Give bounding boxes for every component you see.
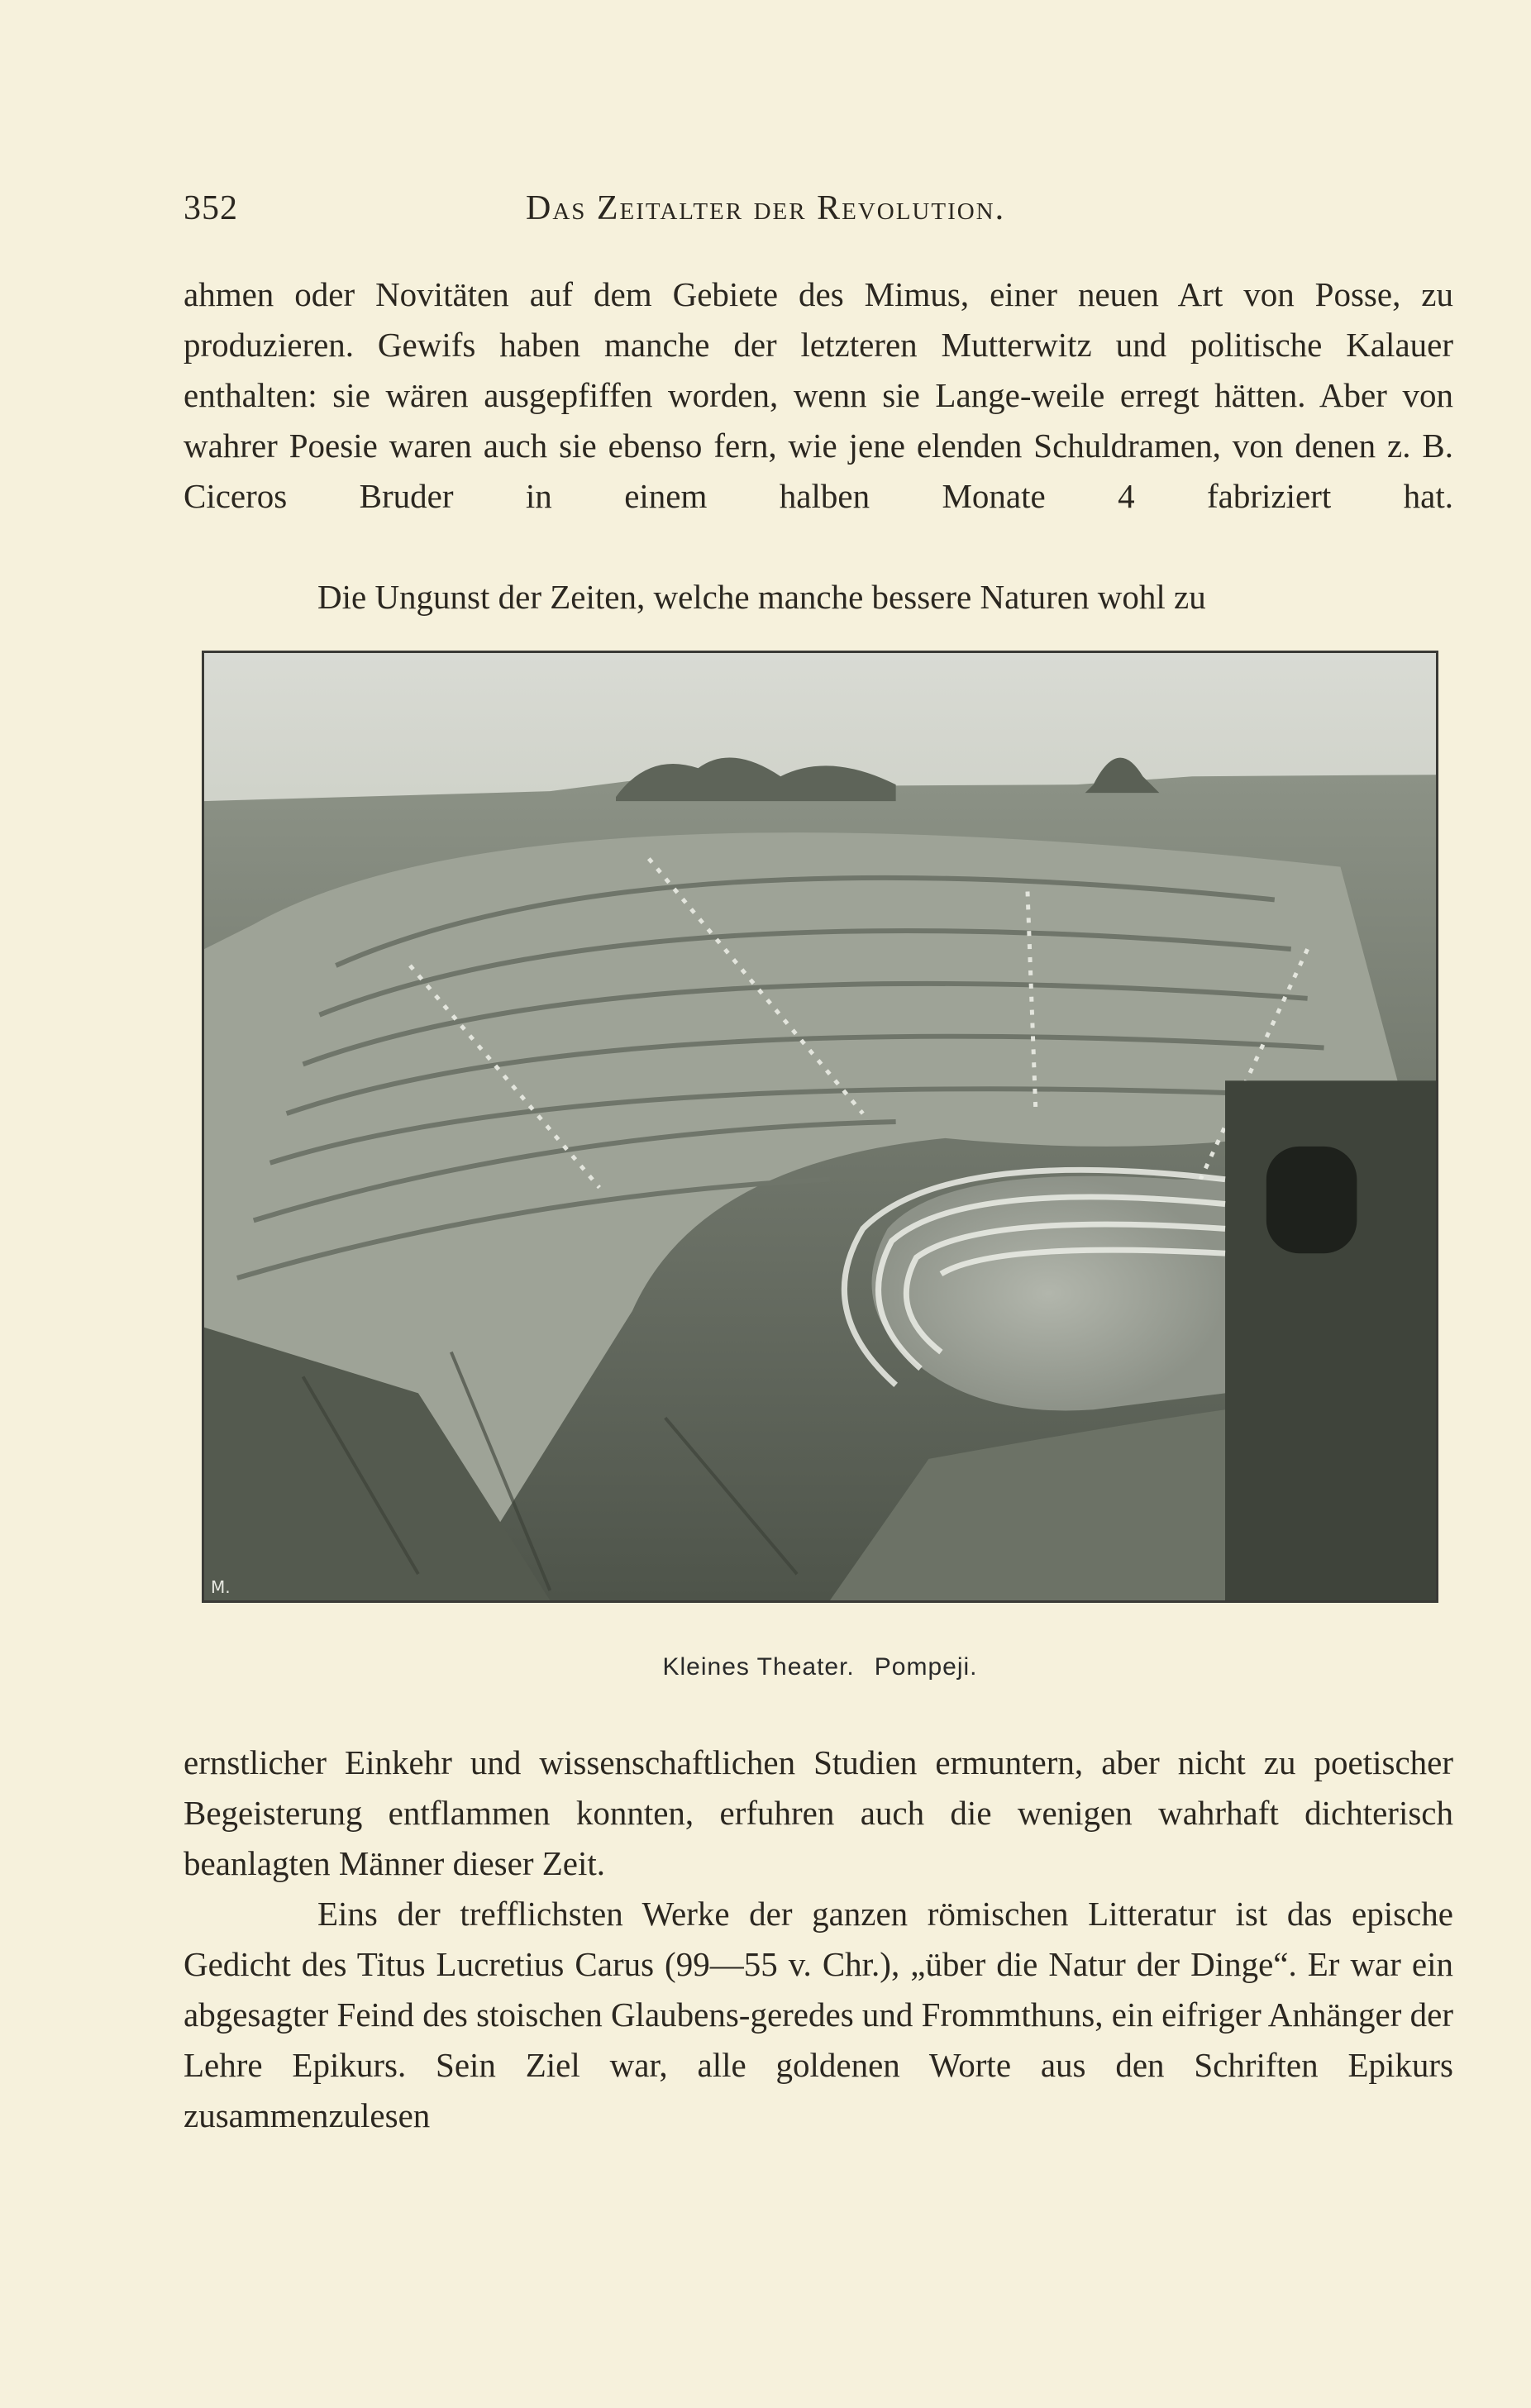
figure-caption: [202, 1653, 1438, 1681]
running-title: Das Zeitalter der Revolution.: [526, 189, 1006, 227]
plate-mark: M.: [211, 1577, 231, 1597]
paragraph-continued: ahmen oder Novitäten auf dem Gebiete des Mimus, einer neuen Art von Posse, zu produzieren. Gewifs haben manche der letzteren Mutterwitz und politische Kalauer enthalten: sie wären ausgepfiffen worden, wenn sie Lange-weile erregt hätten. Aber von wahrer Poesie waren auch sie ebenso fern, wie jene elenden Schuldramen, von denen z. B. Ciceros Bruder in einem halben Monate 4 fabriziert hat.: [184, 275, 1453, 515]
paragraph-lucretius: Eins der trefflichsten Werke der ganzen römischen Litteratur ist das epische Gedicht des Titus Lucretius Carus (99—55 v. Chr.), „über die Natur der Dinge“. Er war ein abgesagter Feind des stoischen Glaubens-geredes und Frommthuns, ein eifriger Anhänger der Lehre Epikurs. Sein Ziel war, alle goldenen Worte aus den Schriften Epikurs zusammenzulesen: [184, 1895, 1453, 2134]
theater-photograph: [202, 651, 1438, 1603]
page-header: [184, 188, 1453, 238]
caption-title: Kleines Theater.: [662, 1653, 855, 1681]
theater-illustration: [204, 653, 1436, 1600]
caption-place: Pompeji.: [874, 1653, 978, 1681]
paragraph-ungunst-start: Die Ungunst der Zeiten, welche manche bessere Naturen wohl zu: [317, 578, 1206, 616]
page-number: 352: [184, 189, 238, 227]
paragraph-ungunst-continued: ernstlicher Einkehr und wissenschaftlichen Studien ermuntern, aber nicht zu poetischer Begeisterung entflammen konnten, erfuhren auch die wenigen wahrhaft dichterisch beanlagten Männer dieser Zeit.: [184, 1743, 1453, 1882]
